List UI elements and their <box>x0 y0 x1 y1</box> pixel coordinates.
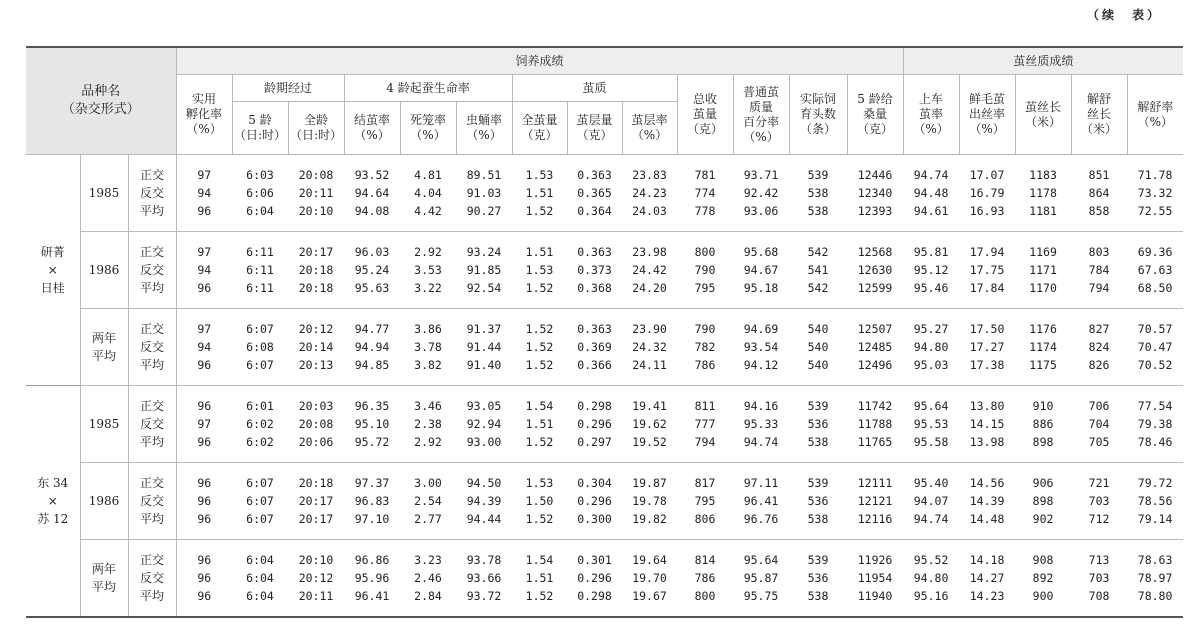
value-cell: 95.81 95.12 95.46 <box>903 232 959 309</box>
shell-weight-header: 茧层量 （克） <box>567 102 622 155</box>
table-body <box>26 155 1183 618</box>
value-cell: 800 790 795 <box>677 232 733 309</box>
table-row <box>26 232 1183 309</box>
value-cell: 78.63 78.97 78.80 <box>1127 540 1183 618</box>
value-cell: 1.52 1.52 1.52 <box>512 309 567 386</box>
value-cell: 96.35 95.10 95.72 <box>344 386 400 463</box>
value-cell: 1.54 1.51 1.52 <box>512 386 567 463</box>
value-cell: 0.298 0.296 0.297 <box>567 386 622 463</box>
value-cell: 23.83 24.23 24.03 <box>622 155 677 232</box>
value-cell: 23.90 24.32 24.11 <box>622 309 677 386</box>
table-row <box>26 540 1183 618</box>
value-cell: 0.304 0.296 0.300 <box>567 463 622 540</box>
value-cell: 539 536 538 <box>789 463 847 540</box>
value-cell: 77.54 79.38 78.46 <box>1127 386 1183 463</box>
value-cell: 851 864 858 <box>1071 155 1127 232</box>
reelable-length-header: 解舒 丝长 （米） <box>1071 75 1127 155</box>
value-cell: 95.52 94.80 95.16 <box>903 540 959 618</box>
value-cell: 93.71 92.42 93.06 <box>733 155 789 232</box>
feed5-header: 5 龄给 桑量 （克） <box>847 75 903 155</box>
survival-header: 4 龄起蚕生命率 <box>344 75 512 102</box>
value-cell: 96.03 95.24 95.63 <box>344 232 400 309</box>
value-cell: 17.94 17.75 17.84 <box>959 232 1015 309</box>
cross-type-cell: 正交 反交 平均 <box>128 386 176 463</box>
value-cell: 20:18 20:17 20:17 <box>288 463 344 540</box>
table-row <box>26 309 1183 386</box>
value-cell: 94.77 94.94 94.85 <box>344 309 400 386</box>
value-cell: 94.16 95.33 94.74 <box>733 386 789 463</box>
value-cell: 96 96 96 <box>176 463 232 540</box>
silk-group-header: 茧丝质成绩 <box>903 47 1183 75</box>
value-cell: 2.92 3.53 3.22 <box>400 232 456 309</box>
value-cell: 11742 11788 11765 <box>847 386 903 463</box>
value-cell: 91.37 91.44 91.40 <box>456 309 512 386</box>
value-cell: 1.51 1.53 1.52 <box>512 232 567 309</box>
value-cell: 721 703 712 <box>1071 463 1127 540</box>
value-cell: 97 94 96 <box>176 309 232 386</box>
value-cell: 71.78 73.32 72.55 <box>1127 155 1183 232</box>
table-header <box>26 47 1183 155</box>
value-cell: 97 94 96 <box>176 155 232 232</box>
value-cell: 540 540 540 <box>789 309 847 386</box>
table-row <box>26 386 1183 463</box>
value-cell: 20:08 20:11 20:10 <box>288 155 344 232</box>
value-cell: 19.87 19.78 19.82 <box>622 463 677 540</box>
actual-count-header: 实际饲 育头数 （条） <box>789 75 847 155</box>
value-cell: 6:11 6:11 6:11 <box>232 232 288 309</box>
variety-header: 品种名 （杂交形式） <box>26 47 176 155</box>
value-cell: 906 898 902 <box>1015 463 1071 540</box>
cross-type-cell: 正交 反交 平均 <box>128 540 176 618</box>
value-cell: 1.53 1.51 1.52 <box>512 155 567 232</box>
value-cell: 69.36 67.63 68.50 <box>1127 232 1183 309</box>
value-cell: 814 786 800 <box>677 540 733 618</box>
fresh-silk-header: 鲜毛茧 出丝率 （%） <box>959 75 1015 155</box>
value-cell: 539 536 538 <box>789 386 847 463</box>
value-cell: 3.23 2.46 2.84 <box>400 540 456 618</box>
value-cell: 13.80 14.15 13.98 <box>959 386 1015 463</box>
year-cell: 1985 <box>80 155 128 232</box>
total-yield-header: 总收 茧量 （克） <box>677 75 733 155</box>
value-cell: 0.301 0.296 0.298 <box>567 540 622 618</box>
continued-label: （续 表） <box>1086 8 1162 22</box>
value-cell: 6:07 6:08 6:07 <box>232 309 288 386</box>
value-cell: 89.51 91.03 90.27 <box>456 155 512 232</box>
reelable-rate-header: 解舒率 （%） <box>1127 75 1183 155</box>
value-cell: 95.27 94.80 95.03 <box>903 309 959 386</box>
value-cell: 20:10 20:12 20:11 <box>288 540 344 618</box>
value-cell: 93.78 93.66 93.72 <box>456 540 512 618</box>
value-cell: 11926 11954 11940 <box>847 540 903 618</box>
value-cell: 1169 1171 1170 <box>1015 232 1071 309</box>
value-cell: 20:12 20:14 20:13 <box>288 309 344 386</box>
value-cell: 96 97 96 <box>176 386 232 463</box>
value-cell: 6:07 6:07 6:07 <box>232 463 288 540</box>
value-cell: 94.69 93.54 94.12 <box>733 309 789 386</box>
value-cell: 6:01 6:02 6:02 <box>232 386 288 463</box>
silkworm-data-table <box>26 46 1183 618</box>
value-cell: 97 94 96 <box>176 232 232 309</box>
value-cell: 827 824 826 <box>1071 309 1127 386</box>
value-cell: 3.00 2.54 2.77 <box>400 463 456 540</box>
value-cell: 3.86 3.78 3.82 <box>400 309 456 386</box>
value-cell: 1.54 1.51 1.52 <box>512 540 567 618</box>
value-cell: 539 536 538 <box>789 540 847 618</box>
value-cell: 95.64 95.53 95.58 <box>903 386 959 463</box>
value-cell: 6:04 6:04 6:04 <box>232 540 288 618</box>
cross-type-cell: 正交 反交 平均 <box>128 463 176 540</box>
reel-rate-header: 上车 茧率 （%） <box>903 75 959 155</box>
rearing-group-header: 饲养成绩 <box>176 47 903 75</box>
table-row <box>26 155 1183 232</box>
value-cell: 1183 1178 1181 <box>1015 155 1071 232</box>
value-cell: 93.24 91.85 92.54 <box>456 232 512 309</box>
value-cell: 20:17 20:18 20:18 <box>288 232 344 309</box>
value-cell: 93.05 92.94 93.00 <box>456 386 512 463</box>
cocoon-rate-header: 结茧率 （%） <box>344 102 400 155</box>
year-cell: 两年 平均 <box>80 309 128 386</box>
value-cell: 96 96 96 <box>176 540 232 618</box>
value-cell: 0.363 0.365 0.364 <box>567 155 622 232</box>
value-cell: 811 777 794 <box>677 386 733 463</box>
value-cell: 20:03 20:08 20:06 <box>288 386 344 463</box>
value-cell: 12111 12121 12116 <box>847 463 903 540</box>
filament-length-header: 茧丝长 （米） <box>1015 75 1071 155</box>
value-cell: 95.68 94.67 95.18 <box>733 232 789 309</box>
value-cell: 23.98 24.42 24.20 <box>622 232 677 309</box>
value-cell: 4.81 4.04 4.42 <box>400 155 456 232</box>
value-cell: 706 704 705 <box>1071 386 1127 463</box>
value-cell: 96.86 95.96 96.41 <box>344 540 400 618</box>
year-cell: 1986 <box>80 463 128 540</box>
value-cell: 14.18 14.27 14.23 <box>959 540 1015 618</box>
value-cell: 94.50 94.39 94.44 <box>456 463 512 540</box>
instar5-header: 5 龄 （日:时） <box>232 102 288 155</box>
value-cell: 70.57 70.47 70.52 <box>1127 309 1183 386</box>
cocoon-quality-header: 茧质 <box>512 75 677 102</box>
value-cell: 0.363 0.373 0.368 <box>567 232 622 309</box>
value-cell: 803 784 794 <box>1071 232 1127 309</box>
variety-name-cell: 研菁 × 日桂 <box>26 155 80 386</box>
value-cell: 19.64 19.70 19.67 <box>622 540 677 618</box>
instar-all-header: 全龄 （日:时） <box>288 102 344 155</box>
value-cell: 817 795 806 <box>677 463 733 540</box>
variety-name-cell: 东 34 × 苏 12 <box>26 386 80 618</box>
shell-ratio-header: 茧层率 （%） <box>622 102 677 155</box>
value-cell: 781 774 778 <box>677 155 733 232</box>
cross-type-cell: 正交 反交 平均 <box>128 155 176 232</box>
value-cell: 17.50 17.27 17.38 <box>959 309 1015 386</box>
value-cell: 908 892 900 <box>1015 540 1071 618</box>
value-cell: 12446 12340 12393 <box>847 155 903 232</box>
value-cell: 6:03 6:06 6:04 <box>232 155 288 232</box>
value-cell: 12507 12485 12496 <box>847 309 903 386</box>
value-cell: 95.40 94.07 94.74 <box>903 463 959 540</box>
cross-type-cell: 正交 反交 平均 <box>128 309 176 386</box>
value-cell: 1176 1174 1175 <box>1015 309 1071 386</box>
hatch-rate-header: 实用 孵化率 （%） <box>176 75 232 155</box>
value-cell: 713 703 708 <box>1071 540 1127 618</box>
instar-period-header: 龄期经过 <box>232 75 344 102</box>
table-row <box>26 463 1183 540</box>
value-cell: 97.11 96.41 96.76 <box>733 463 789 540</box>
value-cell: 94.74 94.48 94.61 <box>903 155 959 232</box>
cocoon-weight-header: 全茧量 （克） <box>512 102 567 155</box>
value-cell: 12568 12630 12599 <box>847 232 903 309</box>
value-cell: 1.53 1.50 1.52 <box>512 463 567 540</box>
cross-type-cell: 正交 反交 平均 <box>128 232 176 309</box>
value-cell: 97.37 96.83 97.10 <box>344 463 400 540</box>
year-cell: 两年 平均 <box>80 540 128 618</box>
year-cell: 1986 <box>80 232 128 309</box>
value-cell: 17.07 16.79 16.93 <box>959 155 1015 232</box>
dead-cage-header: 死笼率 （%） <box>400 102 456 155</box>
value-cell: 790 782 786 <box>677 309 733 386</box>
year-cell: 1985 <box>80 386 128 463</box>
value-cell: 0.363 0.369 0.366 <box>567 309 622 386</box>
value-cell: 3.46 2.38 2.92 <box>400 386 456 463</box>
value-cell: 79.72 78.56 79.14 <box>1127 463 1183 540</box>
value-cell: 542 541 542 <box>789 232 847 309</box>
value-cell: 14.56 14.39 14.48 <box>959 463 1015 540</box>
value-cell: 95.64 95.87 95.75 <box>733 540 789 618</box>
pupa-rate-header: 虫蛹率 （%） <box>456 102 512 155</box>
value-cell: 910 886 898 <box>1015 386 1071 463</box>
value-cell: 93.52 94.64 94.08 <box>344 155 400 232</box>
value-cell: 19.41 19.62 19.52 <box>622 386 677 463</box>
normal-ratio-header: 普通茧 质量 百分率 （%） <box>733 75 789 155</box>
value-cell: 539 538 538 <box>789 155 847 232</box>
